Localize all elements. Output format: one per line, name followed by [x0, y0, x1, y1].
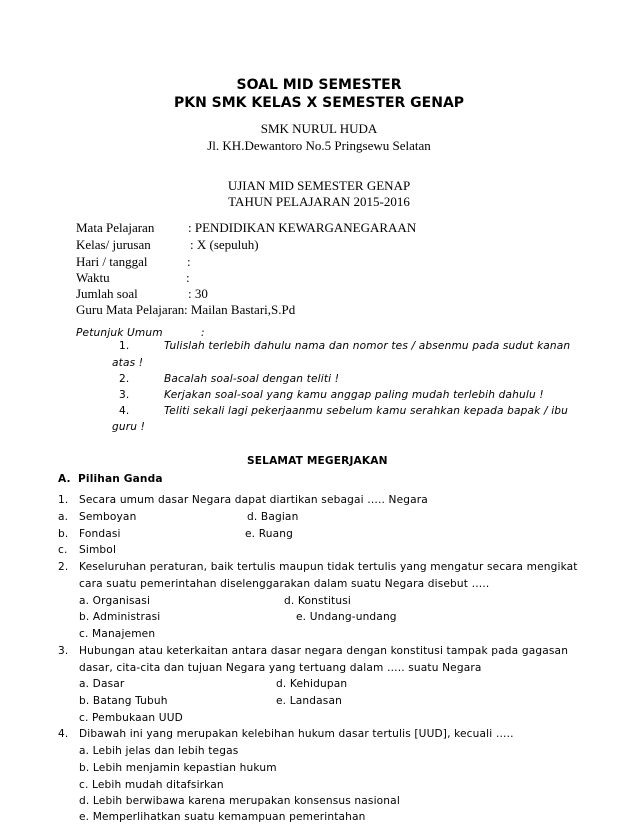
- school-name: SMK NURUL HUDA: [260, 121, 378, 136]
- question-text: Dibawah ini yang merupakan kelebihan hukum dasar tertulis [UUD], kecuali …..: [79, 728, 514, 740]
- option-letter: b.: [58, 528, 69, 540]
- question-text: Hubungan atau keterkaitan antara dasar negara dengan konstitusi tampak pada gagasan: [79, 645, 569, 657]
- option-text: c. Lebih mudah ditafsirkan: [79, 779, 224, 791]
- instruction-text: Kerjakan soal-soal yang kamu anggap paling mudah terlebih dahulu !: [164, 389, 544, 401]
- question-number: 1.: [58, 494, 69, 506]
- option-text: d. Bagian: [247, 511, 299, 523]
- info-value: : X (sepuluh): [190, 237, 259, 252]
- option-text: b. Lebih menjamin kepastian hukum: [79, 762, 277, 774]
- doc-title: SOAL MID SEMESTER: [236, 77, 402, 93]
- option-letter: a.: [58, 511, 69, 523]
- option-text: Fondasi: [79, 528, 121, 540]
- exam-name: UJIAN MID SEMESTER GENAP: [227, 178, 411, 193]
- info-label: Guru Mata Pelajaran: [76, 302, 185, 317]
- option-text: a. Lebih jelas dan lebih tegas: [79, 745, 239, 757]
- option-text: e. Memperlihatkan suatu kemampuan pemerintahan: [79, 811, 366, 823]
- instruction-number: 4.: [119, 405, 130, 417]
- option-text: e. Landasan: [276, 695, 342, 707]
- option-text: d. Lebih berwibawa karena merupakan konsensus nasional: [79, 795, 400, 807]
- question-number: 4.: [58, 728, 69, 740]
- option-text: c. Pembukaan UUD: [79, 712, 183, 724]
- info-value: :: [187, 254, 191, 269]
- option-text: c. Manajemen: [79, 628, 156, 640]
- instruction-text: Teliti sekali lagi pekerjaanmu sebelum kamu serahkan kepada bapak / ibu: [164, 405, 569, 417]
- option-text: a. Dasar: [79, 678, 125, 690]
- option-text: a. Organisasi: [79, 595, 151, 607]
- academic-year: TAHUN PELAJARAN 2015-2016: [228, 194, 410, 209]
- section-title: Pilihan Ganda: [78, 473, 163, 485]
- option-text: Semboyan: [79, 511, 137, 523]
- doc-subtitle: PKN SMK KELAS X SEMESTER GENAP: [173, 95, 465, 111]
- question-number: 3.: [58, 645, 69, 657]
- option-text: d. Kehidupan: [276, 678, 348, 690]
- info-label: Mata Pelajaran: [76, 220, 155, 235]
- instruction-number: 1.: [119, 340, 130, 352]
- instruction-text: Tulislah terlebih dahulu nama dan nomor tes / absenmu pada sudut kanan: [164, 340, 571, 352]
- instruction-text: guru !: [112, 421, 146, 433]
- question-text: Keseluruhan peraturan, baik tertulis maupun tidak tertulis yang mengatur secara mengikat: [79, 561, 578, 573]
- option-text: e. Ruang: [245, 528, 293, 540]
- question-text: dasar, cita-cita dan tujuan Negara yang tertuang dalam ….. suatu Negara: [79, 662, 482, 674]
- option-text: b. Administrasi: [79, 611, 161, 623]
- info-value: :: [186, 270, 190, 285]
- instruction-number: 2.: [119, 373, 130, 385]
- info-value: : Mailan Bastari,S.Pd: [184, 302, 296, 317]
- instruction-number: 3.: [119, 389, 130, 401]
- section-letter: A.: [58, 473, 71, 485]
- instruction-text: Bacalah soal-soal dengan teliti !: [164, 373, 340, 385]
- info-label: Jumlah soal: [76, 286, 138, 301]
- option-text: d. Konstitusi: [284, 595, 351, 607]
- info-value: : PENDIDIKAN KEWARGANEGARAAN: [188, 220, 417, 235]
- instruction-text: atas !: [112, 357, 144, 369]
- option-letter: c.: [58, 544, 68, 556]
- greeting: SELAMAT MEGERJAKAN: [247, 455, 388, 467]
- option-text: Simbol: [79, 544, 117, 556]
- school-address: Jl. KH.Dewantoro No.5 Pringsewu Selatan: [207, 138, 431, 153]
- instructions-label: Petunjuk Umum: [76, 327, 163, 339]
- info-value: : 30: [188, 286, 208, 301]
- question-text: Secara umum dasar Negara dapat diartikan sebagai ….. Negara: [79, 494, 428, 506]
- option-text: e. Undang-undang: [296, 611, 397, 623]
- question-number: 2.: [58, 561, 69, 573]
- info-label: Waktu: [76, 270, 110, 285]
- question-text: cara suatu pemerintahan diselenggarakan dalam suatu Negara disebut …..: [79, 578, 490, 590]
- info-label: Kelas/ jurusan: [76, 237, 151, 252]
- info-label: Hari / tanggal: [76, 254, 148, 269]
- option-text: b. Batang Tubuh: [79, 695, 168, 707]
- instructions-colon: :: [201, 327, 205, 339]
